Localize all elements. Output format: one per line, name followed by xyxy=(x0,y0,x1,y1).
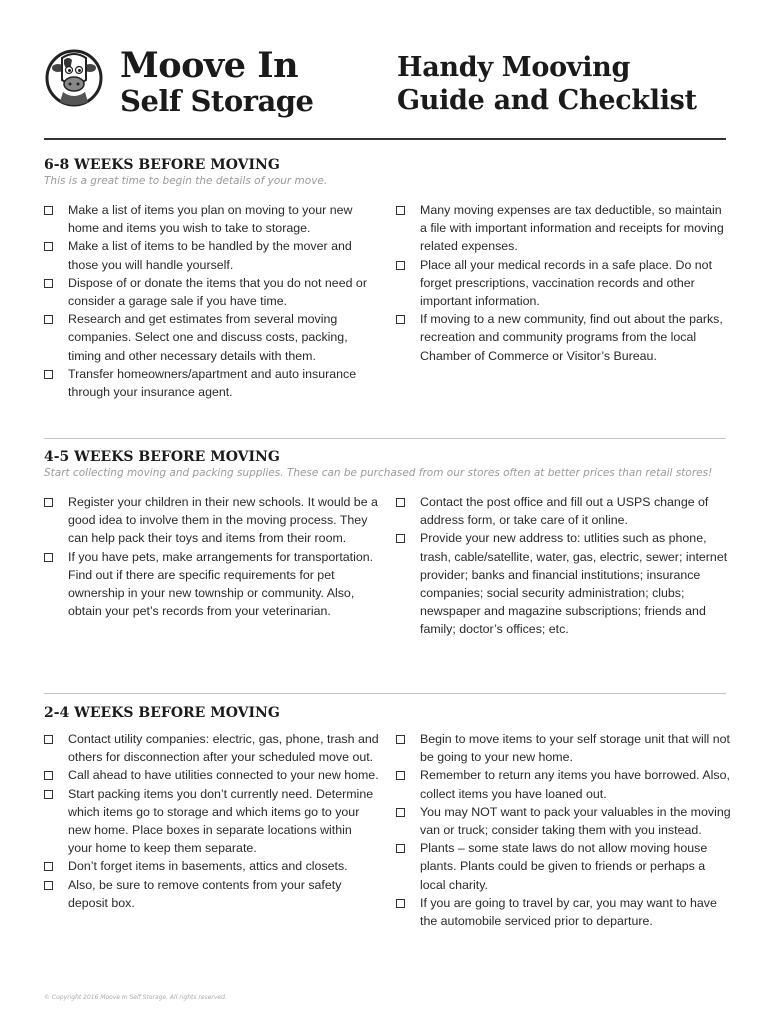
item-text: Dispose of or donate the items that you do not need or consider a garage sale if you have time. xyxy=(68,275,367,309)
page-title-line1: Handy Mooving xyxy=(397,52,631,83)
checkbox-icon[interactable] xyxy=(44,790,53,799)
right-column xyxy=(396,493,731,639)
checklist-item xyxy=(396,256,731,311)
section-intro: This is a great time to begin the details of your move. xyxy=(44,175,328,187)
copyright-notice: © Copyright 2016 Moove In Self Storage. All rights reserved. xyxy=(44,994,227,1001)
section-divider xyxy=(44,438,726,439)
checklist-item xyxy=(396,803,731,839)
item-text: Also, be sure to remove contents from your safety deposit box. xyxy=(68,877,342,910)
item-text: Make a list of items to be handled by the mover and those you will handle yourself. xyxy=(68,239,352,272)
item-text: Contact utility companies: electric, gas, phone, trash and others for disconnection after your scheduled move out. xyxy=(68,732,379,765)
checkbox-icon[interactable] xyxy=(44,498,53,507)
section-2-4-weeks xyxy=(44,704,731,929)
checklist-item xyxy=(44,201,379,237)
checklist-item xyxy=(44,237,379,273)
checkbox-icon[interactable] xyxy=(44,206,53,215)
item-text: Don’t forget items in basements, attics and closets. xyxy=(68,859,348,874)
checkbox-icon[interactable] xyxy=(44,735,53,744)
item-text: You may NOT want to pack your valuables in the moving van or truck; consider taking them with you instead. xyxy=(420,804,731,838)
section-6-8-weeks xyxy=(44,156,726,400)
checkbox-icon[interactable] xyxy=(44,553,53,562)
item-text: Call ahead to have utilities connected to your new home. xyxy=(68,768,379,783)
checkbox-icon[interactable] xyxy=(44,881,53,890)
item-text: Place all your medical records in a safe place. Do not forget prescriptions, vaccination records and other important information. xyxy=(420,257,713,309)
item-text: Begin to move items to your self storage unit that will not be going to your new home. xyxy=(420,732,730,765)
checkbox-icon[interactable] xyxy=(396,315,405,324)
checkbox-icon[interactable] xyxy=(396,735,405,744)
checkbox-icon[interactable] xyxy=(396,808,405,817)
checklist-item xyxy=(44,766,379,784)
item-text: If you have pets, make arrangements for transportation. Find out if there are specific requirements for pet ownership in your new township or community. Also, obtain your pet’s records from your veterinarian. xyxy=(68,549,374,619)
left-column xyxy=(44,201,379,401)
checklist-item xyxy=(44,785,379,858)
checkbox-icon[interactable] xyxy=(44,862,53,871)
left-column xyxy=(44,493,379,620)
section-intro: Start collecting moving and packing supplies. These can be purchased from our stores often at better prices than retail stores! xyxy=(44,467,713,479)
checklist-item xyxy=(44,730,379,766)
checklist-item xyxy=(396,894,731,930)
item-text: Research and get estimates from several moving companies. Select one and discuss costs, packing, timing and other necessary details with them. xyxy=(68,312,348,363)
checklist-item xyxy=(396,310,731,365)
checkbox-icon[interactable] xyxy=(396,899,405,908)
item-text: Remember to return any items you have borrowed. Also, collect items you have loaned out. xyxy=(420,768,730,801)
checkbox-icon[interactable] xyxy=(44,242,53,251)
item-text: Many moving expenses are tax deductible, so maintain a file with important information and receipts for moving related expenses. xyxy=(420,203,724,254)
item-text: Make a list of items you plan on moving to your new home and items you wish to take to storage. xyxy=(68,203,353,236)
item-text: If moving to a new community, find out about the parks, recreation and community programs from the local Chamber of Commerce or Visitor’s Bureau. xyxy=(420,312,723,363)
checklist-item xyxy=(44,310,379,365)
item-text: If you are going to travel by car, you may want to have the automobile serviced prior to departure. xyxy=(420,895,717,929)
page-title-line2: Guide and Checklist xyxy=(397,85,697,116)
section-heading: 6-8 WEEKS BEFORE MOVING xyxy=(44,157,280,173)
checkbox-icon[interactable] xyxy=(44,279,53,288)
checklist-item xyxy=(396,839,731,894)
item-text: Contact the post office and fill out a USPS change of address form, or take care of it online. xyxy=(420,495,709,528)
section-divider xyxy=(44,693,726,694)
checkbox-icon[interactable] xyxy=(396,844,405,853)
checklist-item xyxy=(396,730,731,766)
checkbox-icon[interactable] xyxy=(396,206,405,215)
cow-logo-icon xyxy=(44,44,104,114)
section-heading: 4-5 WEEKS BEFORE MOVING xyxy=(44,449,280,465)
header-divider xyxy=(44,138,726,140)
checklist-item xyxy=(396,201,731,256)
item-text: Provide your new address to: utlities such as phone, trash, cable/satellite, water, gas, electric, sewer; internet provider; banks and financial institutions; insurance companies; social security administration; clubs; newspaper and magazine subscriptions; friends and family; doctor’s offices; etc. xyxy=(420,531,728,637)
right-column xyxy=(396,730,731,930)
checkbox-icon[interactable] xyxy=(44,370,53,379)
section-4-5-weeks xyxy=(44,448,728,637)
checklist-item xyxy=(396,493,731,529)
checklist-item xyxy=(44,857,379,875)
item-text: Transfer homeowners/apartment and auto insurance through your insurance agent. xyxy=(68,366,357,400)
checklist-item xyxy=(44,548,379,621)
checklist-item xyxy=(44,274,379,310)
item-text: Start packing items you don’t currently need. Determine which items go to storage and which items go to your new home. Place boxes in separate locations within your home to keep them separate. xyxy=(68,786,374,856)
checkbox-icon[interactable] xyxy=(44,771,53,780)
item-text: Plants – some state laws do not allow moving house plants. Plants could be given to friends or perhaps a local charity. xyxy=(420,841,708,892)
checkbox-icon[interactable] xyxy=(396,771,405,780)
checkbox-icon[interactable] xyxy=(396,534,405,543)
brand-subname: Self Storage xyxy=(120,84,314,118)
checkbox-icon[interactable] xyxy=(396,498,405,507)
right-column xyxy=(396,201,731,365)
checklist-item xyxy=(396,766,731,802)
checkbox-icon[interactable] xyxy=(396,261,405,270)
checkbox-icon[interactable] xyxy=(44,315,53,324)
checklist-item xyxy=(44,876,379,912)
checklist-item xyxy=(396,529,731,638)
brand-name: Moove In xyxy=(120,45,299,86)
item-text: Register your children in their new schools. It would be a good idea to involve them in the moving process. They can help pack their toys and items from their room. xyxy=(68,495,378,546)
left-column xyxy=(44,730,379,912)
checklist-item xyxy=(44,365,379,401)
section-heading: 2-4 WEEKS BEFORE MOVING xyxy=(44,705,280,721)
checklist-item xyxy=(44,493,379,548)
